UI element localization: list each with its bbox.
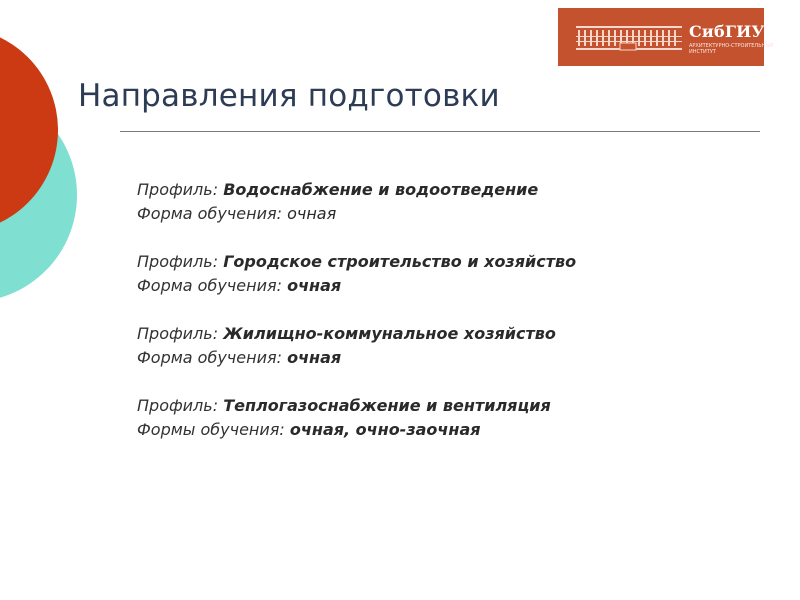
form-label: Формы обучения: [137, 420, 285, 439]
profile-label: Профиль: [137, 180, 219, 199]
form-label: Форма обучения: [137, 348, 282, 367]
profile-line [137, 250, 777, 274]
program-entry [137, 178, 777, 226]
slide-title: Направления подготовки [78, 78, 500, 114]
profile-value: Городское строительство и хозяйство [223, 252, 577, 271]
university-logo [558, 8, 774, 66]
form-line [137, 346, 777, 370]
form-line [137, 202, 777, 226]
profile-value: Жилищно-коммунальное хозяйство [223, 324, 556, 343]
logo-name: СибГИУ [689, 22, 765, 41]
building-icon [576, 18, 682, 60]
title-divider [120, 131, 760, 132]
logo-subtitle-line1: АРХИТЕКТУРНО-СТРОИТЕЛЬНЫЙ [689, 43, 774, 49]
profile-line [137, 322, 777, 346]
profile-line [137, 394, 777, 418]
form-line [137, 274, 777, 298]
form-value: очная [287, 276, 342, 295]
form-line [137, 418, 777, 442]
program-entry [137, 322, 777, 370]
profile-label: Профиль: [137, 252, 219, 271]
profile-value: Теплогазоснабжение и вентиляция [223, 396, 551, 415]
logo-subtitle-line2: ИНСТИТУТ [689, 49, 716, 55]
program-entry [137, 250, 777, 298]
logo-subtitle [689, 43, 774, 55]
form-label: Форма обучения: [137, 276, 282, 295]
profile-line [137, 178, 777, 202]
form-value: очная [287, 348, 342, 367]
profile-label: Профиль: [137, 324, 219, 343]
program-list [137, 178, 777, 466]
form-value: очная, очно-заочная [289, 420, 481, 439]
program-entry [137, 394, 777, 442]
form-label: Форма обучения: [137, 204, 282, 223]
profile-value: Водоснабжение и водоотведение [223, 180, 539, 199]
form-value: очная [287, 204, 337, 223]
decorative-circles [0, 0, 120, 360]
profile-label: Профиль: [137, 396, 219, 415]
